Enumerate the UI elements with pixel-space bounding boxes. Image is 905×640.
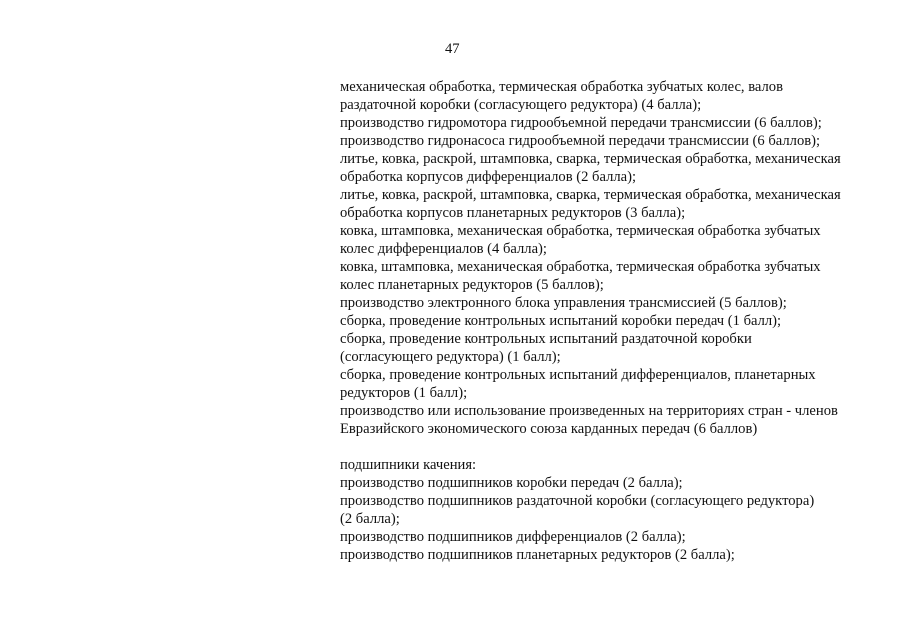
text-line: колес дифференциалов (4 балла);	[340, 241, 547, 257]
document-body	[340, 78, 880, 564]
text-line: Евразийского экономического союза карданных передач (6 баллов)	[340, 421, 758, 437]
text-line: обработка корпусов дифференциалов (2 балла);	[340, 169, 637, 185]
text-line: ковка, штамповка, механическая обработка, термическая обработка зубчатых	[340, 259, 821, 275]
text-line: колес планетарных редукторов (5 баллов);	[340, 277, 604, 293]
text-line: производство подшипников планетарных редукторов (2 балла);	[340, 547, 735, 563]
text-line: литье, ковка, раскрой, штамповка, сварка, термическая обработка, механическая	[340, 187, 841, 203]
text-line: производство гидромотора гидрообъемной передачи трансмиссии (6 баллов);	[340, 115, 822, 131]
text-line: производство подшипников коробки передач (2 балла);	[340, 475, 683, 491]
text-line: раздаточной коробки (согласующего редуктора) (4 балла);	[340, 97, 702, 113]
text-line: литье, ковка, раскрой, штамповка, сварка, термическая обработка, механическая	[340, 151, 841, 167]
text-line: редукторов (1 балл);	[340, 385, 468, 401]
text-line: производство гидронасоса гидрообъемной передачи трансмиссии (6 баллов);	[340, 133, 821, 149]
page-number: 47	[445, 41, 460, 57]
paragraph-spacer	[340, 438, 880, 456]
text-line: производство электронного блока управления трансмиссией (5 баллов);	[340, 295, 787, 311]
section-heading: подшипники качения:	[340, 457, 477, 473]
text-line: (согласующего редуктора) (1 балл);	[340, 349, 561, 365]
text-line: ковка, штамповка, механическая обработка, термическая обработка зубчатых	[340, 223, 821, 239]
text-line: производство подшипников раздаточной коробки (согласующего редуктора)	[340, 493, 815, 509]
text-line: сборка, проведение контрольных испытаний дифференциалов, планетарных	[340, 367, 816, 383]
text-line: сборка, проведение контрольных испытаний коробки передач (1 балл);	[340, 313, 782, 329]
text-line: обработка корпусов планетарных редукторов (3 балла);	[340, 205, 686, 221]
text-line: механическая обработка, термическая обработка зубчатых колес, валов	[340, 79, 783, 95]
text-line: производство или использование произведенных на территориях стран - членов	[340, 403, 838, 419]
text-line: производство подшипников дифференциалов (2 балла);	[340, 529, 686, 545]
text-line: сборка, проведение контрольных испытаний раздаточной коробки	[340, 331, 752, 347]
text-line: (2 балла);	[340, 511, 400, 527]
